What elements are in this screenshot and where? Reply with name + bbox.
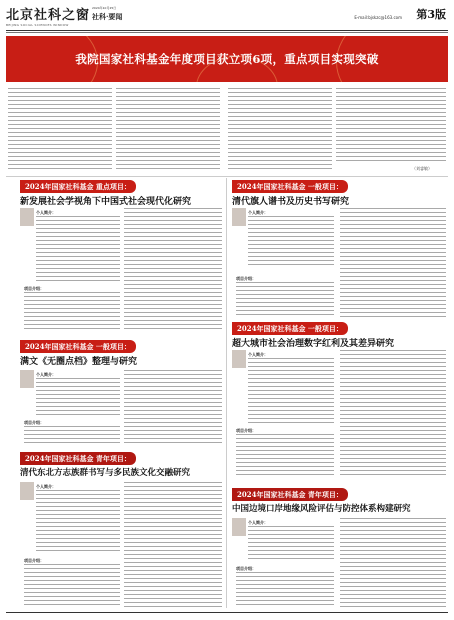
masthead-brand — [6, 4, 90, 27]
project-text — [24, 292, 120, 332]
project-card — [232, 322, 348, 335]
intro-label: 项目介绍： — [24, 420, 44, 425]
project-text — [24, 426, 120, 446]
intro-label: 项目介绍： — [24, 286, 44, 291]
project-tag: 2024年国家社科基金 一般项目： — [232, 322, 348, 335]
project-text — [236, 572, 334, 608]
header-rule-thin — [6, 32, 448, 33]
project-title: 超大城市社会治理数字红利及其差异研究 — [232, 339, 395, 349]
person-label: 个人简介： — [248, 352, 268, 357]
project-tag: 2024年国家社科基金 重点项目： — [20, 180, 136, 193]
project-text-col2 — [124, 208, 222, 332]
project-card — [20, 180, 136, 193]
person-text — [36, 490, 120, 554]
person-text — [36, 216, 120, 282]
intro-text-col2 — [116, 88, 220, 172]
project-card — [20, 340, 136, 353]
project-tag: 2024年国家社科基金 青年项目： — [20, 452, 136, 465]
footer-rule — [6, 612, 448, 613]
masthead-title: 北京社科之窗 — [6, 8, 91, 23]
person-text — [36, 378, 120, 418]
person-text — [248, 358, 334, 424]
masthead-subtitle: BEIJING SOCIAL SCIENCES WINDOW — [6, 23, 69, 27]
project-text — [24, 564, 120, 608]
project-title: 清代旗人谱书及历史书写研究 — [232, 197, 350, 207]
project-tag: 2024年国家社科基金 一般项目： — [232, 180, 348, 193]
intro-label: 项目介绍： — [236, 428, 256, 433]
project-text-col2 — [340, 350, 446, 478]
project-text-col2 — [340, 518, 446, 608]
project-text — [236, 434, 334, 478]
person-label: 个人简介： — [248, 520, 268, 525]
project-card — [232, 488, 348, 501]
person-photo — [20, 208, 34, 226]
issue-date: 2024年10月25日 — [92, 6, 117, 10]
person-text — [248, 216, 334, 268]
project-tag: 2024年国家社科基金 青年项目： — [232, 488, 348, 501]
project-text — [236, 282, 334, 318]
person-photo — [232, 208, 246, 226]
person-label: 个人简介： — [248, 210, 268, 215]
intro-label: 项目介绍： — [236, 566, 256, 571]
project-text-col2 — [124, 370, 222, 446]
section-name: 社科·要闻 — [92, 12, 123, 21]
person-photo — [20, 482, 34, 500]
project-title: 满文《无圈点档》整理与研究 — [20, 357, 138, 367]
intro-text-col4 — [336, 88, 446, 164]
person-label: 个人简介： — [36, 484, 56, 489]
person-photo — [232, 518, 246, 536]
header-rule — [6, 30, 448, 31]
project-text-col2 — [340, 208, 446, 318]
project-title: 清代东北方志族群书写与多民族文化交融研究 — [20, 468, 191, 478]
headline: 我院国家社科基金年度项目获立项6项，重点项目实现突破 — [75, 52, 379, 66]
intro-label: 项目介绍： — [236, 276, 256, 281]
intro-text-col3 — [228, 88, 332, 172]
intro-signature: （刘睿敏） — [412, 166, 432, 171]
person-label: 个人简介： — [36, 210, 56, 215]
project-card — [232, 180, 348, 193]
project-tag: 2024年国家社科基金 一般项目： — [20, 340, 136, 353]
divider — [6, 176, 448, 177]
project-title: 新发展社会学视角下中国式社会现代化研究 — [20, 197, 192, 207]
project-text-col2 — [124, 482, 222, 608]
headline-banner — [6, 36, 448, 82]
column-divider — [226, 178, 227, 608]
person-text — [248, 526, 334, 562]
project-title: 中国边境口岸地缘风险评估与防控体系构建研究 — [232, 504, 411, 514]
intro-label: 项目介绍： — [24, 558, 44, 563]
person-label: 个人简介： — [36, 372, 56, 377]
person-photo — [232, 350, 246, 368]
intro-text-col1 — [8, 88, 112, 172]
person-photo — [20, 370, 34, 388]
project-card — [20, 452, 136, 465]
email-address: E-mail:bjskzc@163.com — [354, 15, 402, 20]
page-number: 第3版 — [416, 8, 446, 21]
